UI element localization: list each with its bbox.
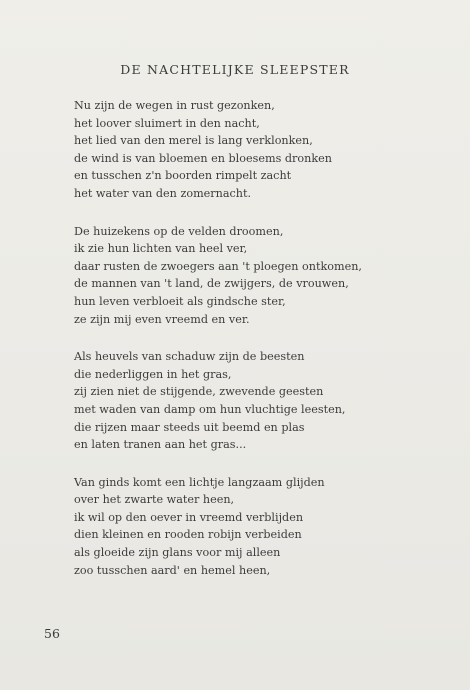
poem-line: dien kleinen en rooden robijn verbeiden bbox=[74, 528, 302, 542]
poem-line: het loover sluimert in den nacht, bbox=[74, 116, 260, 130]
poem-line: ik zie hun lichten van heel ver, bbox=[74, 242, 248, 256]
stanza-4 bbox=[74, 474, 434, 580]
poem-line: die nederliggen in het gras, bbox=[74, 367, 232, 381]
poem-line: zoo tusschen aard' en hemel heen, bbox=[74, 563, 271, 577]
poem-line: Nu zijn de wegen in rust gezonken, bbox=[74, 99, 275, 112]
poem-line: ze zijn mij even vreemd en ver. bbox=[74, 312, 250, 326]
poem-line: de wind is van bloemen en bloesems dronken bbox=[74, 151, 332, 165]
poem-line: en laten tranen aan het gras... bbox=[74, 438, 247, 452]
poem-line: het lied van den merel is lang verklonken, bbox=[74, 134, 313, 148]
stanza-3 bbox=[74, 348, 434, 454]
poem-title: DE NACHTELIJKE SLEEPSTER bbox=[120, 62, 350, 77]
stanza-1 bbox=[74, 97, 434, 203]
page-number: 56 bbox=[44, 626, 60, 641]
poem-line: zij zien niet de stijgende, zwevende geesten bbox=[74, 385, 324, 399]
poem-line: hun leven verbloeit als gindsche ster, bbox=[74, 294, 286, 308]
poem-line: die rijzen maar steeds uit beemd en plas bbox=[74, 420, 305, 434]
poem-line: met waden van damp om hun vluchtige leesten, bbox=[74, 402, 346, 416]
stanza-2 bbox=[74, 223, 434, 329]
poem-line: Als heuvels van schaduw zijn de beesten bbox=[74, 350, 305, 364]
poem-line: ik wil op den oever in vreemd verblijden bbox=[74, 510, 304, 524]
poem-body bbox=[74, 97, 434, 599]
poem-line: en tusschen z'n boorden rimpelt zacht bbox=[74, 169, 292, 183]
poem-line: de mannen van 't land, de zwijgers, de vrouwen, bbox=[74, 277, 349, 291]
poem-line: over het zwarte water heen, bbox=[74, 493, 235, 507]
poem-line: als gloeide zijn glans voor mij alleen bbox=[74, 546, 281, 560]
poem-line: Van ginds komt een lichtje langzaam glijden bbox=[74, 475, 325, 489]
poem-line: het water van den zomernacht. bbox=[74, 186, 252, 200]
poem-line: De huizekens op de velden droomen, bbox=[74, 224, 284, 238]
poem-line: daar rusten de zwoegers aan 't ploegen ontkomen, bbox=[74, 259, 362, 273]
